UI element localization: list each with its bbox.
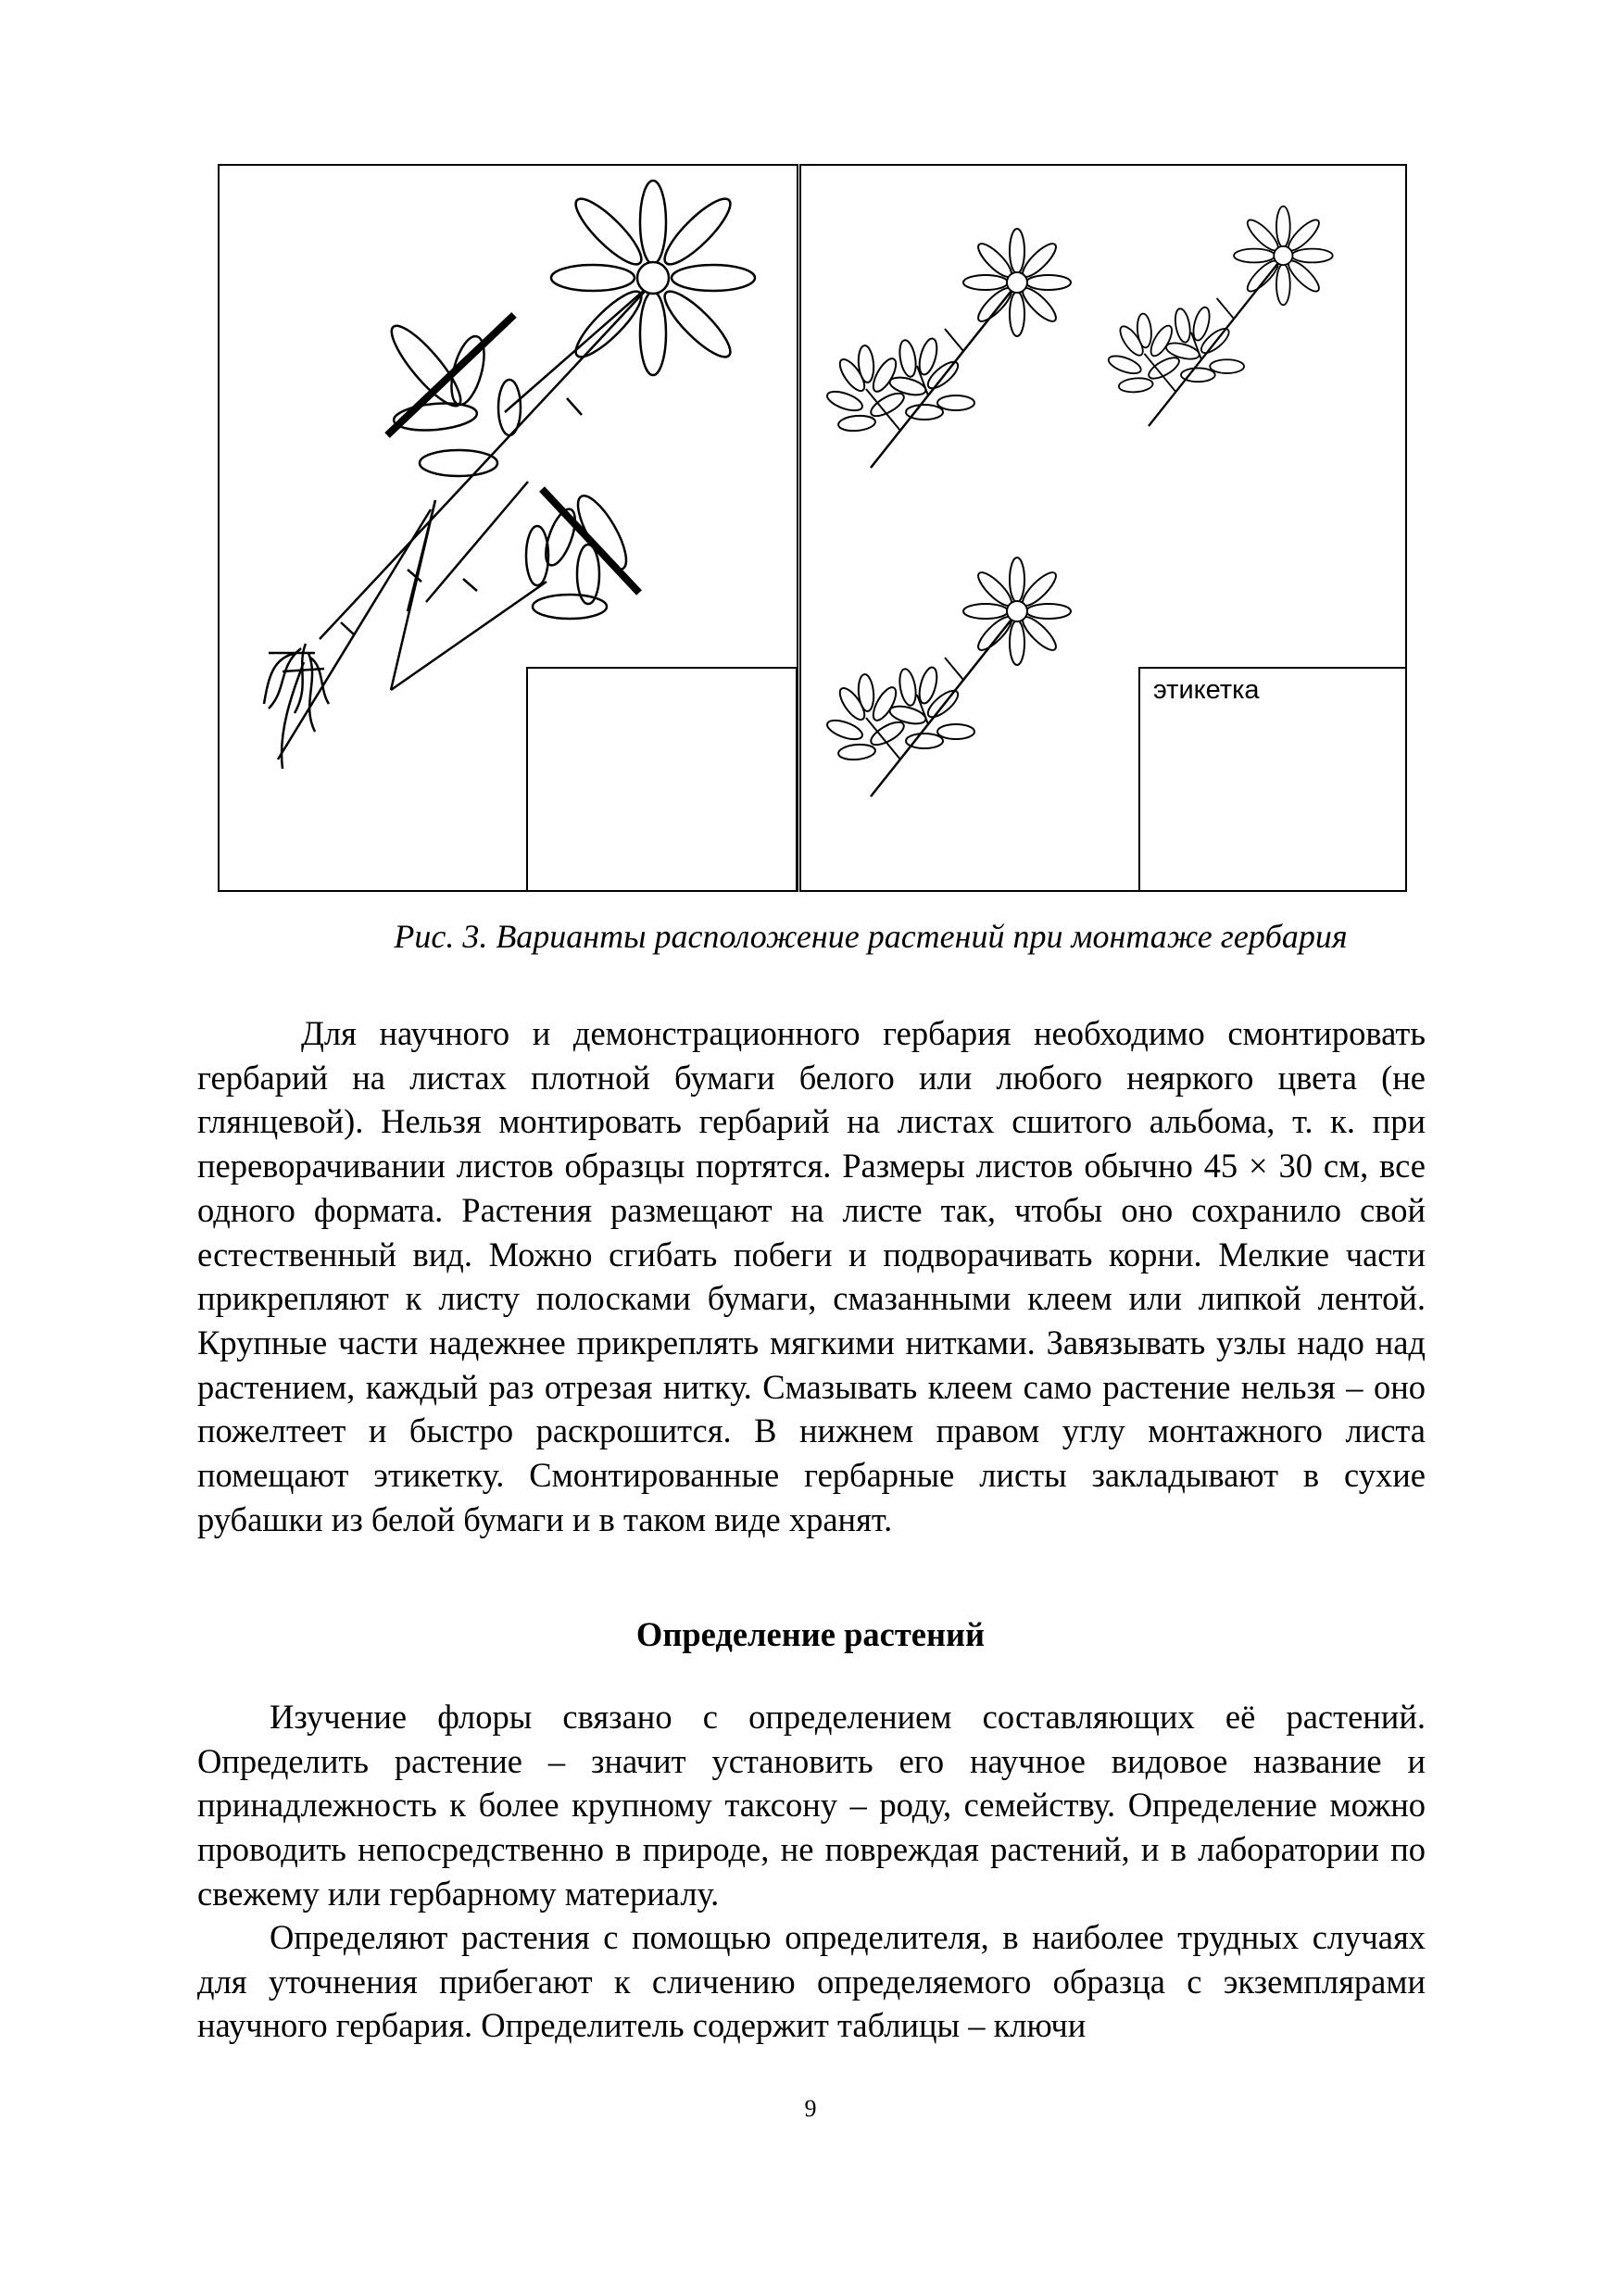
right-herbarium-sheet — [800, 165, 1406, 891]
paragraph-1: Для научного и демонстрационного гербария необходимо смонтировать гербарий на листах плотной бумаги белого или любого неяркого цвета (не глянцевой). Нельзя монтировать гербарий на листах сшитого альбома, т. к. при переворачивании листов образцы портятся. Размеры листов обычно 45 × 30 см, все одного формата. Растения размещают на листе так, чтобы оно сохранило свой естественный вид. Можно сгибать побеги и подворачивать корни. Мелкие части прикрепляют к листу полосками бумаги, смазанными клеем или липкой лентой. Крупные части надежнее прикреплять мягкими нитками. Завязывать узлы надо над растением, каждый раз отрезая нитку. Смазывать клеем само растение нельзя – оно пожелтеет и быстро раскрошится. В нижнем правом углу монтажного листа помещают этикетку. Смонтированные гербарные листы закладывают в сухие рубашки из белой бумаги и в таком виде хранят. — [197, 1014, 1426, 1538]
large-plant-drawing — [264, 181, 755, 769]
herbarium-figure — [0, 0, 1621, 926]
paragraph-2: Изучение флоры связано с определением составляющих её растений. Определить растение – значит установить его научное видовое название и принадлежность к более крупному таксону – роду, семейству. Определение можно проводить непосредственно в природе, не повреждая растений, и в лаборатории по свежему или гербарному материалу. — [197, 1698, 1426, 1913]
figure-caption: Рис. 3. Варианты расположение растений при монтаже гербария — [394, 918, 1348, 955]
page-number: 9 — [804, 2095, 817, 2122]
left-herbarium-sheet — [219, 165, 798, 891]
label-box-text: этикетка — [1153, 675, 1260, 705]
section-heading: Определение растений — [635, 1615, 986, 1653]
paragraph-3: Определяют растения с помощью определителя, в наиболее трудных случаях для уточнения прибегают к сличению определяемого образца с экземплярами научного гербария. Определитель содержит таблицы – ключи — [197, 1918, 1426, 2045]
left-label-box — [527, 668, 797, 891]
small-plant-drawings — [824, 207, 1332, 797]
